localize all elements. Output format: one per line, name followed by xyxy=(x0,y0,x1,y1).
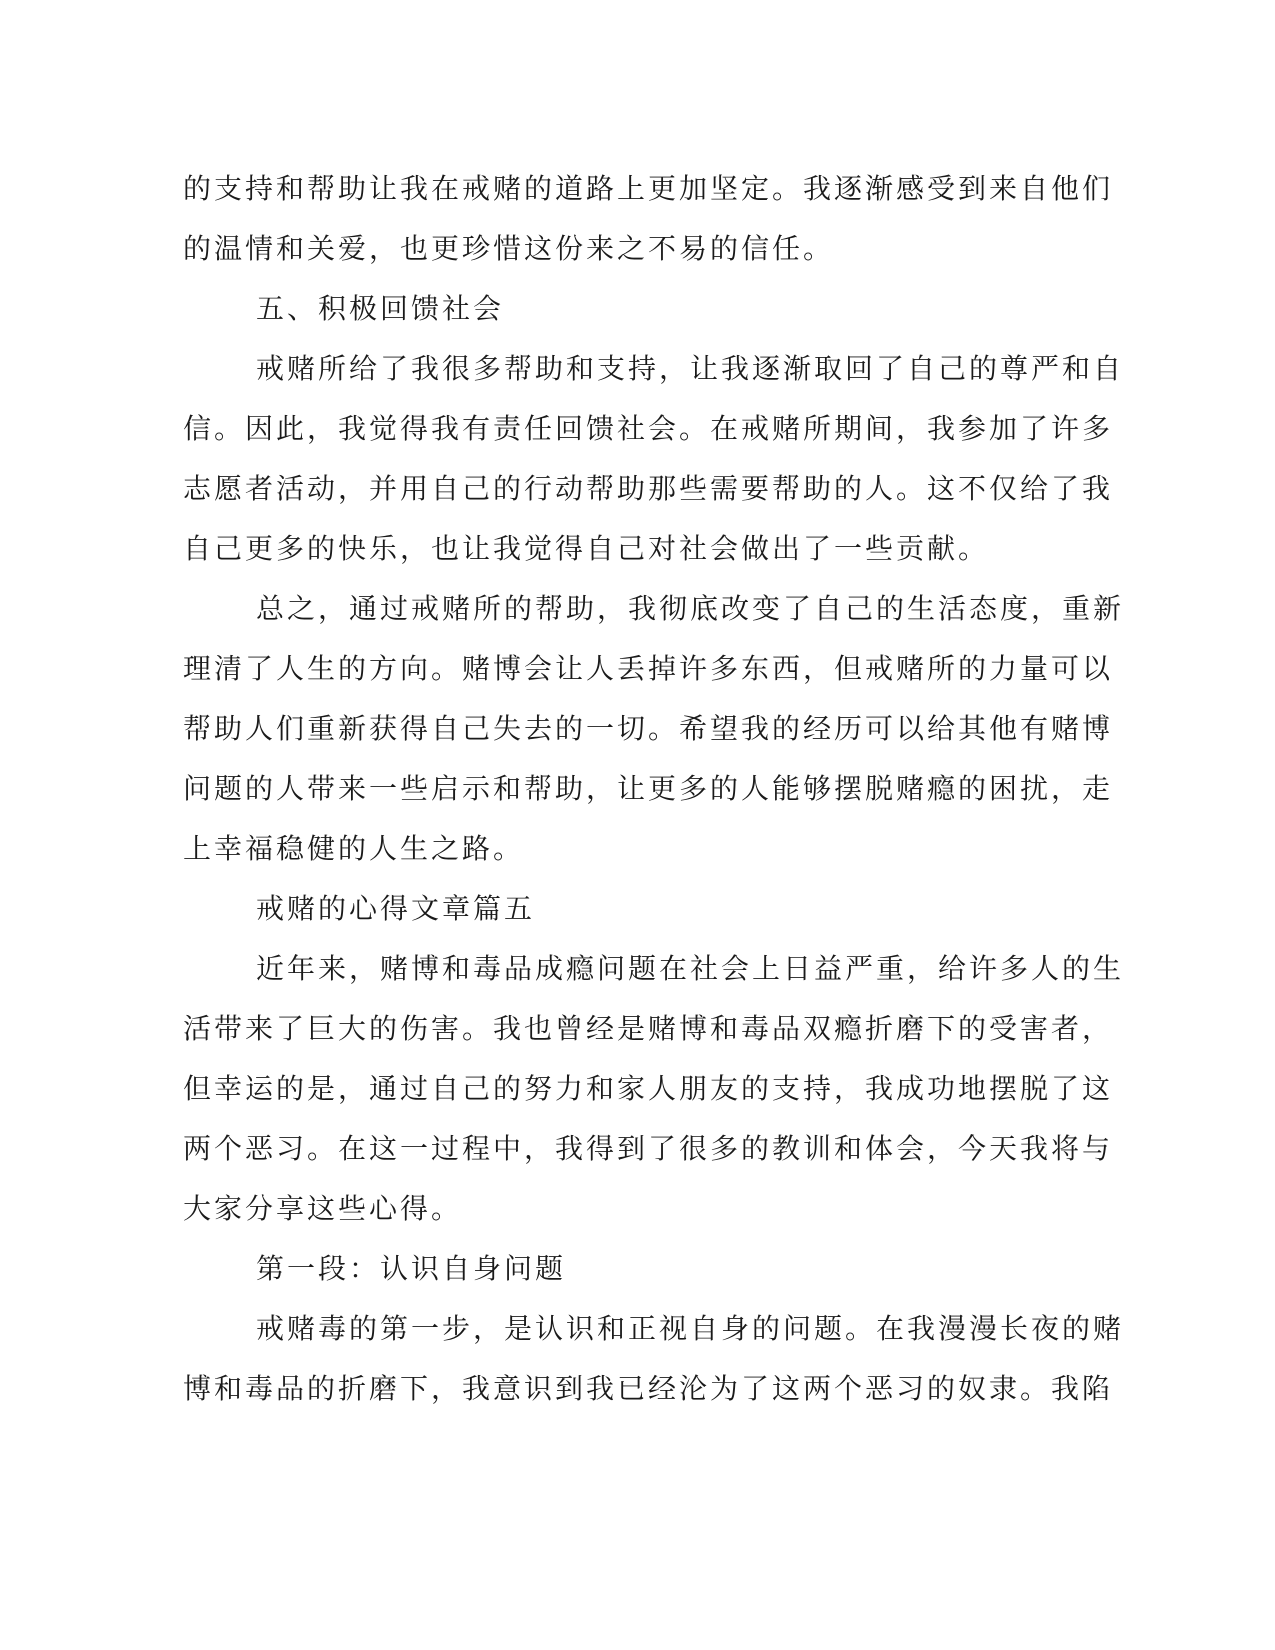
text-line: 志愿者活动，并用自己的行动帮助那些需要帮助的人。这不仅给了我 xyxy=(183,472,1114,505)
text-line: 近年来，赌博和毒品成瘾问题在社会上日益严重，给许多人的生 xyxy=(256,952,1125,985)
section-heading: 第一段：认识自身问题 xyxy=(256,1252,567,1285)
text-line: 信。因此，我觉得我有责任回馈社会。在戒赌所期间，我参加了许多 xyxy=(183,412,1114,445)
text-line: 总之，通过戒赌所的帮助，我彻底改变了自己的生活态度，重新 xyxy=(256,592,1125,625)
text-line: 两个恶习。在这一过程中，我得到了很多的教训和体会，今天我将与 xyxy=(183,1132,1114,1165)
text-line: 帮助人们重新获得自己失去的一切。希望我的经历可以给其他有赌博 xyxy=(183,712,1114,745)
text-line: 但幸运的是，通过自己的努力和家人朋友的支持，我成功地摆脱了这 xyxy=(183,1072,1114,1105)
text-line: 活带来了巨大的伤害。我也曾经是赌博和毒品双瘾折磨下的受害者， xyxy=(183,1012,1114,1045)
text-line: 自己更多的快乐，也让我觉得自己对社会做出了一些贡献。 xyxy=(183,532,990,565)
text-line: 的支持和帮助让我在戒赌的道路上更加坚定。我逐渐感受到来自他们 xyxy=(183,172,1114,205)
text-line: 大家分享这些心得。 xyxy=(183,1192,463,1225)
text-line: 戒赌所给了我很多帮助和支持，让我逐渐取回了自己的尊严和自 xyxy=(256,352,1125,385)
text-line: 上幸福稳健的人生之路。 xyxy=(183,832,525,865)
text-line: 理清了人生的方向。赌博会让人丢掉许多东西，但戒赌所的力量可以 xyxy=(183,652,1114,685)
article-title: 戒赌的心得文章篇五 xyxy=(256,892,536,925)
section-heading: 五、积极回馈社会 xyxy=(256,292,505,325)
text-line: 的温情和关爱，也更珍惜这份来之不易的信任。 xyxy=(183,232,835,265)
text-line: 问题的人带来一些启示和帮助，让更多的人能够摆脱赌瘾的困扰，走 xyxy=(183,772,1114,805)
document-body xyxy=(183,159,1125,1419)
text-line: 博和毒品的折磨下，我意识到我已经沦为了这两个恶习的奴隶。我陷 xyxy=(183,1372,1114,1405)
text-line: 戒赌毒的第一步，是认识和正视自身的问题。在我漫漫长夜的赌 xyxy=(256,1312,1125,1345)
